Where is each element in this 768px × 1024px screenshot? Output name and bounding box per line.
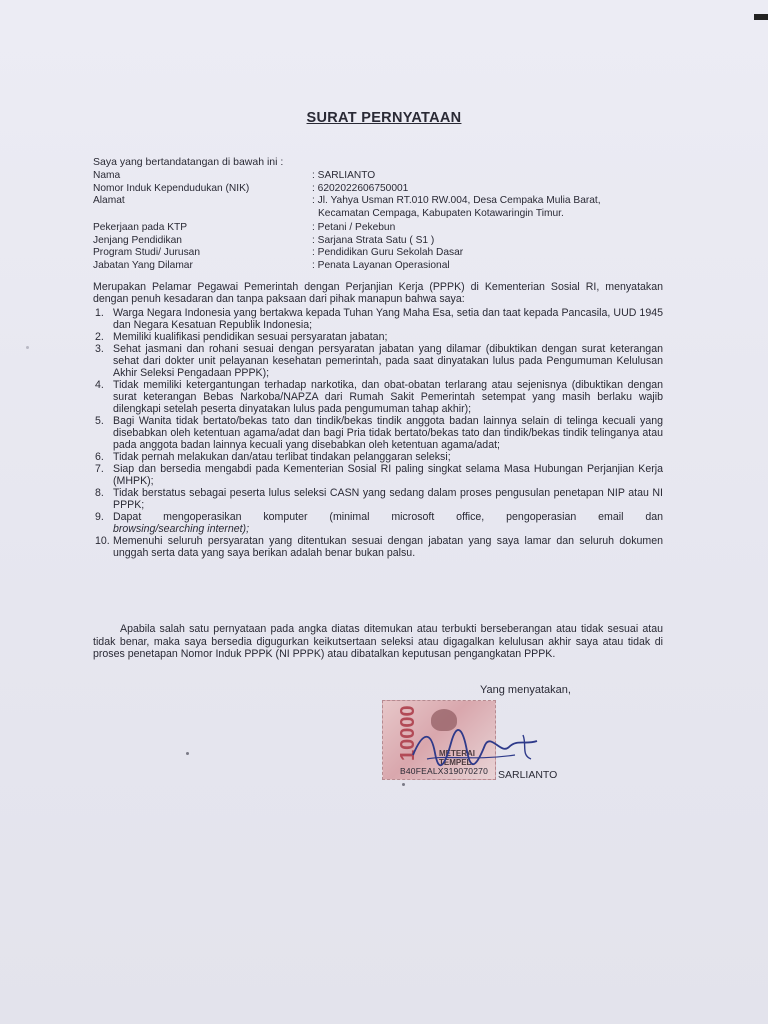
list-text: Tidak berstatus sebagai peserta lulus seleksi CASN yang sedang dalam proses pengusulan penetapan NIP atau NI PPPK; — [113, 487, 663, 511]
list-text: Warga Negara Indonesia yang bertakwa kepada Tuhan Yang Maha Esa, setia dan taat kepada Pancasila, UUD 1945 dan Negara Kesatuan Republik Indonesia; — [113, 307, 663, 331]
list-text: Memenuhi seluruh persyaratan yang ditentukan sesuai dengan jabatan yang saya lamar dan seluruh dokumen unggah serta data yang saya berikan adalah benar bukan palsu. — [113, 535, 663, 559]
field-value: : Pendidikan Guru Sekolah Dasar — [312, 247, 464, 258]
field-label: Program Studi/ Jurusan — [93, 247, 201, 258]
list-text: Memiliki kualifikasi pendidikan sesuai persyaratan jabatan; — [113, 331, 388, 343]
signature-image — [405, 725, 545, 771]
address-line-2: Kecamatan Cempaga, Kabupaten Kotawaringin Timur. — [318, 207, 564, 219]
list-text: Bagi Wanita tidak bertato/bekas tato dan tindik/bekas tindik anggota badan lainnya selain di telinga kecuali yang disebabkan oleh ketentuan agama/adat dan bagi Pria tidak bertato/bekas tato dan tindik/bekas tindik telinganya atau pada anggota badan lainnya kecuali yang disebabkan oleh ketentuan agama/adat; — [113, 415, 663, 451]
scan-speck — [402, 783, 405, 786]
field-label: Nomor Induk Kependudukan (NIK) — [93, 182, 250, 194]
list-item — [93, 463, 663, 487]
list-item — [93, 331, 663, 343]
list-item — [93, 343, 663, 379]
list-item — [93, 307, 663, 331]
list-item — [93, 487, 663, 511]
list-number: 5. — [95, 415, 104, 427]
scan-speck — [26, 346, 29, 349]
list-number: 7. — [95, 463, 104, 475]
list-item — [93, 379, 663, 415]
field-label: Jenjang Pendidikan — [93, 234, 182, 246]
stamp-label: METERAI TEMPEL — [439, 749, 475, 767]
list-text: browsing/searching internet); — [113, 523, 250, 535]
scan-edge-mark — [754, 14, 768, 20]
list-number: 6. — [95, 451, 104, 463]
signer-name: SARLIANTO — [498, 769, 558, 781]
field-label: Nama — [93, 170, 121, 181]
sign-label: Yang menyatakan, — [480, 684, 571, 696]
closing-paragraph: Apabila salah satu pernyataan pada angka diatas ditemukan atau terbukti berseberangan atau tidak sesuai atau tidak benar, maka saya bersedia digugurkan keikutsertaan seleksi atau digagalkan kelulusan akhir saya atau tidak di proses penetapan Nomor Induk PPPK (NI PPPK) atau dibatalkan keputusan pengangkatan PPPK. — [93, 623, 663, 660]
field-value: : Penata Layanan Operasional — [312, 259, 450, 271]
field-value: : Sarjana Strata Satu ( S1 ) — [312, 234, 435, 246]
address-line-1: : Jl. Yahya Usman RT.010 RW.004, Desa Cempaka Mulia Barat, — [312, 195, 601, 206]
field-label: Pekerjaan pada KTP — [93, 222, 188, 233]
intro-text: Saya yang bertandatangan di bawah ini : — [93, 156, 284, 168]
list-number: 10. — [95, 535, 110, 547]
list-text: Dapat mengoperasikan komputer (minimal microsoft office, pengoperasian email dan — [113, 511, 663, 523]
list-text: Tidak pernah melakukan dan/atau terlibat tindakan pelanggaran seleksi; — [113, 451, 451, 463]
scan-speck — [186, 752, 189, 755]
list-number: 9. — [95, 511, 104, 523]
list-number: 4. — [95, 379, 104, 391]
field-value: : Petani / Pekebun — [312, 222, 396, 233]
field-value: : 6202022606750001 — [312, 182, 409, 194]
field-label: Jabatan Yang Dilamar — [93, 259, 193, 271]
preamble-text: Merupakan Pelamar Pegawai Pemerintah dengan Perjanjian Kerja (PPPK) di Kementerian Sosial RI, menyatakan dengan penuh kesadaran dan tanpa paksaan dari pihak manapun bahwa saya: — [93, 281, 663, 305]
list-item-continuation — [93, 523, 663, 535]
list-number: 2. — [95, 331, 104, 343]
list-number: 3. — [95, 343, 104, 355]
list-number: 8. — [95, 487, 104, 499]
field-value — [312, 195, 632, 220]
list-number: 1. — [95, 307, 104, 319]
stamp-value: 10000 — [397, 705, 419, 761]
list-text: Tidak memiliki ketergantungan terhadap narkotika, dan obat-obatan terlarang atau sejenisnya (dibuktikan dengan surat keterangan Bebas Narkoba/NAPZA dari Rumah Sakit Pemerintah setempat yang masih berlaku wajib dilengkapi setelah peserta dinyatakan lulus pada pengumuman tahap akhir); — [113, 379, 663, 415]
list-item — [93, 511, 663, 523]
list-item — [93, 535, 663, 559]
field-label: Alamat — [93, 195, 125, 206]
field-value: : SARLIANTO — [312, 170, 376, 181]
statement-list — [93, 307, 663, 559]
list-text: Siap dan bersedia mengabdi pada Kementerian Sosial RI paling singkat selama Masa Hubungan Perjanjian Kerja (MHPK); — [113, 463, 663, 487]
list-text: Sehat jasmani dan rohani sesuai dengan persyaratan jabatan yang dilamar (dibuktikan dengan surat keterangan sehat dari dokter unit pelayanan kesehatan pemerintah, pada saat dinyatakan lulus pada Pengumuman Kelulusan Akhir Seleksi Pengadaan PPPK); — [113, 343, 663, 379]
document-title: SURAT PERNYATAAN — [306, 110, 462, 126]
stamp-serial: B40FEALX319070270 — [400, 766, 488, 776]
list-item — [93, 415, 663, 451]
list-item — [93, 451, 663, 463]
